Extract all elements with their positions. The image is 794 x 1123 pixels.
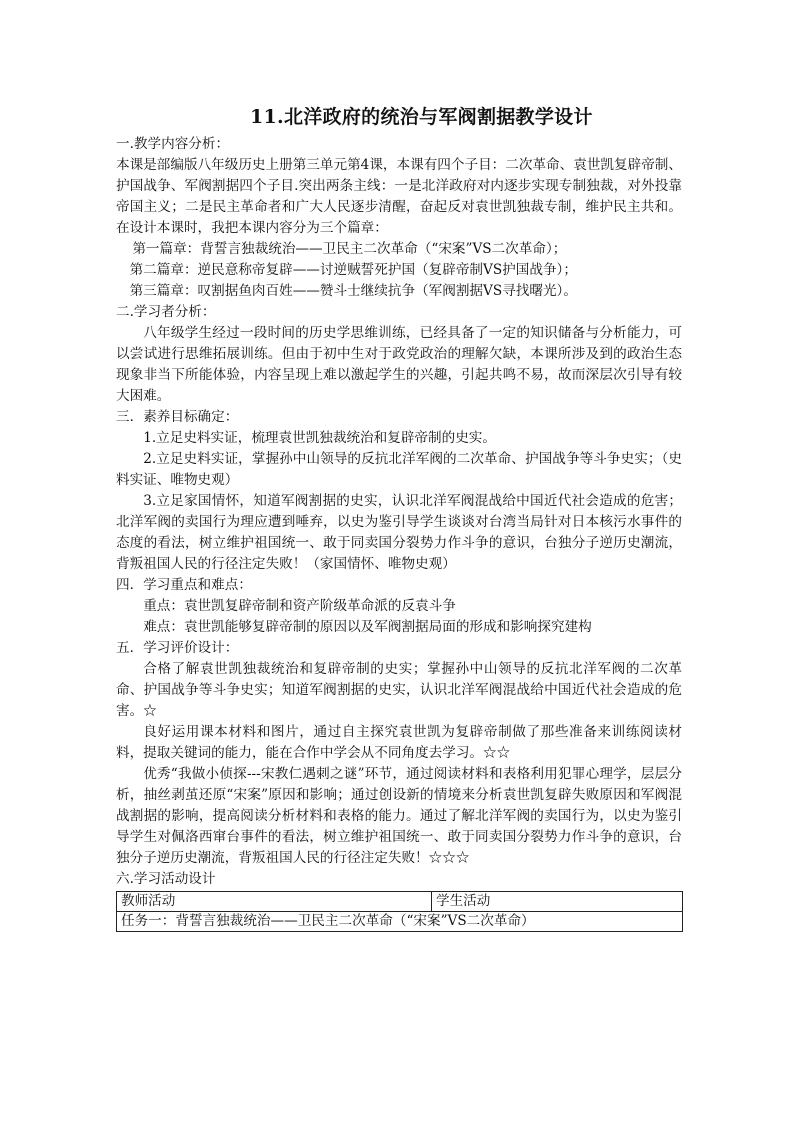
table-header-row: [117, 892, 683, 912]
section-heading-evaluation: 五．学习评价设计：: [116, 640, 239, 656]
section-heading-content-analysis: 一.教学内容分析：: [116, 136, 230, 152]
section-heading-literacy-goals: 三．素养目标确定：: [116, 409, 239, 425]
activity-table: [116, 891, 683, 932]
content-analysis-paragraph: 本课是部编版八年级历史上册第三单元第4课，本课有四个子目：二次革命、袁世凯复辟帝制、护国战争、军阀割据四个子目.突出两条主线：一是北洋政府对内逐步实现专制独裁，对外投靠帝国主义；二是民主革命者和广大人民逐步清醒，奋起反对袁世凯独裁专制，维护民主共和。在设计本课时，我把本课内容分为三个篇章：: [116, 157, 682, 236]
table-row: [117, 912, 683, 932]
difficult-point: 难点：袁世凯能够复辟帝制的原因以及军阀割据局面的形成和影响探究建构: [143, 619, 592, 635]
document-page: [116, 100, 682, 932]
evaluation-pass: 合格了解袁世凯独裁统治和复辟帝制的史实；掌握孙中山领导的反抗北洋军阀的二次革命、护国战争等斗争史实；知道军阀割据的史实，认识北洋军阀混战给中国近代社会造成的危害。☆: [116, 661, 682, 719]
column-header-student: 学生活动: [432, 892, 683, 912]
chapter-line-3: 第三篇章：叹割据鱼肉百姓——赞斗士继续抗争（军阀割据VS寻找曙光）。: [129, 283, 577, 299]
document-title: 11.北洋政府的统治与军阀割据教学设计: [250, 106, 593, 128]
section-heading-key-difficult: 四．学习重点和难点：: [116, 577, 252, 593]
task-1-cell: 任务一：背誓言独裁统治——卫民主二次革命（“宋案”VS二次革命）: [117, 912, 683, 932]
evaluation-excellent: 优秀“我做小侦探---宋教仁遇刺之谜”环节，通过阅读材料和表格利用犯罪心理学，层层分析，抽丝剥茧还原“宋案”原因和影响；通过创设新的情境来分析袁世凯复辟失败原因和军阀混战割据的影响，提高阅读分析材料和表格的能力。通过了解北洋军阀的卖国行为，以史为鉴引导学生对佩洛西窜台事件的看法，树立维护祖国统一、敢于同卖国分裂势力作斗争的意识，台独分子逆历史潮流，背叛祖国人民的行径注定失败！☆☆☆: [116, 766, 682, 866]
evaluation-good: 良好运用课本材料和图片，通过自主探究袁世凯为复辟帝制做了那些准备来训练阅读材料，提取关键词的能力，能在合作中学会从不同角度去学习。☆☆: [116, 724, 682, 761]
key-point: 重点：袁世凯复辟帝制和资产阶级革命派的反袁斗争: [143, 598, 456, 614]
column-header-teacher: 教师活动: [117, 892, 432, 912]
chapter-line-1: 第一篇章：背誓言独裁统治——卫民主二次革命（“宋案”VS二次革命）；: [132, 241, 567, 257]
goal-3: 3.立足家国情怀，知道军阀割据的史实，认识北洋军阀混战给中国近代社会造成的危害；北洋军阀的卖国行为理应遭到唾弃，以史为鉴引导学生谈谈对台湾当局针对日本核污水事件的态度的看法，树立维护祖国统一、敢于同卖国分裂势力作斗争的意识，台独分子逆历史潮流，背叛祖国人民的行径注定失败！（家国情怀、唯物史观）: [116, 493, 682, 572]
section-heading-activity-design: 六.学习活动设计: [116, 871, 216, 887]
section-heading-learner-analysis: 二.学习者分析：: [116, 304, 216, 320]
learner-analysis-paragraph: 八年级学生经过一段时间的历史学思维训练，已经具备了一定的知识储备与分析能力，可以尝试进行思维拓展训练。但由于初中生对于政党政治的理解欠缺，本课所涉及到的政治生态现象非当下所能体验，内容呈现上难以激起学生的兴趣，引起共鸣不易，故而深层次引导有较大困难。: [116, 325, 682, 404]
chapter-line-2: 第二篇章：逆民意称帝复辟——讨逆贼誓死护国（复辟帝制VS护国战争）；: [129, 262, 577, 278]
goal-1: 1.立足史料实证，梳理袁世凯独裁统治和复辟帝制的史实。: [143, 430, 496, 446]
goal-2: 2.立足史料实证，掌握孙中山领导的反抗北洋军阀的二次革命、护国战争等斗争史实；（史料实证、唯物史观）: [116, 451, 682, 488]
